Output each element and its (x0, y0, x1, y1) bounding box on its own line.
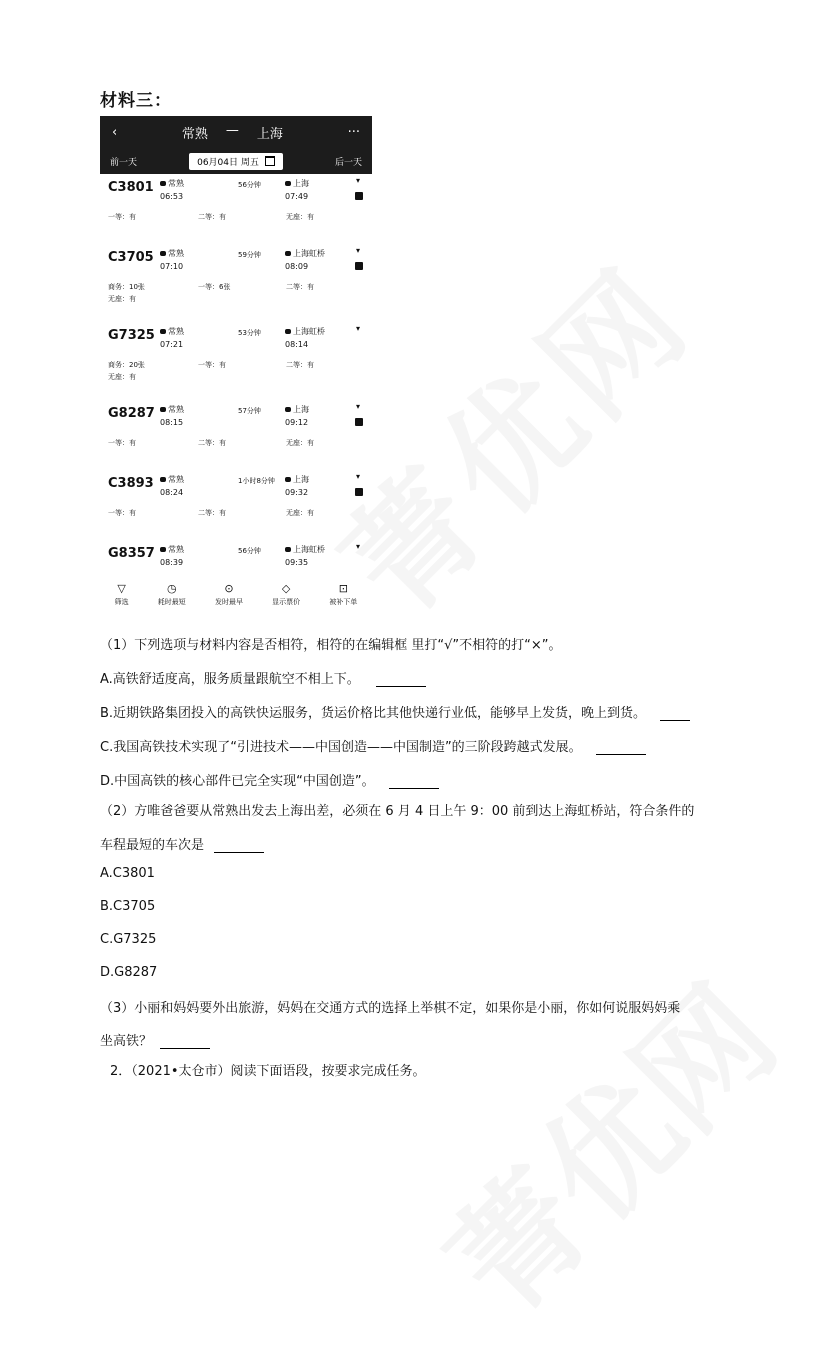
ticket-icon (355, 418, 363, 426)
nav-item[interactable] (215, 582, 243, 607)
nav-label: 发时最早 (214, 598, 243, 606)
question-1c (100, 736, 646, 755)
arrival (285, 326, 325, 349)
arrival-time: 08:09 (285, 262, 309, 271)
option-2d: D.G8287 (100, 965, 158, 980)
seat-info: 无座：有 (286, 439, 314, 447)
answer-blank-1c[interactable] (596, 740, 646, 755)
chevron-down-icon[interactable]: ▾ (356, 402, 361, 411)
train-row[interactable] (100, 322, 372, 400)
duration: 53分钟 (238, 329, 261, 337)
ticket-icon (355, 262, 363, 270)
train-list (100, 174, 372, 580)
seat-info: 二等：有 (198, 509, 226, 517)
option-2c: C.G7325 (100, 932, 157, 947)
nav-icon: ⊡ (338, 582, 348, 595)
departure-time: 06:53 (160, 192, 184, 201)
date-label: 06月04日 周五 (197, 157, 259, 168)
departure (160, 248, 184, 271)
nav-icon: ◇ (281, 582, 291, 595)
back-icon[interactable]: ‹ (112, 124, 118, 140)
departure-station: 常熟 (168, 405, 184, 414)
question-1b-text: B.近期铁路集团投入的高铁快运服务，货运价格比其他快递行业低，能够早上发货，晚上到货。 (100, 706, 647, 721)
train-row[interactable] (100, 400, 372, 470)
question-2-line1: （2）方唯爸爸要从常熟出发去上海出差，必须在 6 月 4 日上午 9：00 前到达上海虹桥站，符合条件的 (100, 804, 695, 819)
nav-label: 显示票价 (272, 598, 301, 606)
departure-station: 常熟 (168, 475, 184, 484)
question-1a (100, 668, 426, 687)
prev-day-button[interactable]: 前一天 (110, 157, 138, 168)
departure-time: 08:15 (160, 418, 184, 427)
departure (160, 326, 184, 349)
train-number: C3893 (108, 476, 154, 491)
arrival-station: 上海 (293, 475, 309, 484)
duration: 56分钟 (238, 547, 261, 555)
route-from: 常熟 (181, 126, 208, 142)
train-row[interactable] (100, 244, 372, 322)
departure (160, 404, 184, 427)
nav-icon: ◷ (166, 582, 177, 595)
chevron-down-icon[interactable]: ▾ (356, 472, 361, 481)
ticket-icon (355, 192, 363, 200)
seat-info: 无座：有 (286, 213, 314, 221)
nav-label: 耗时最短 (157, 598, 186, 606)
date-bar (100, 148, 372, 174)
route-title (182, 123, 283, 142)
seat-info: 一等：有 (108, 213, 136, 221)
nav-label: 筛选 (114, 598, 129, 606)
option-2b: B.C3705 (100, 899, 156, 914)
calendar-icon (265, 156, 275, 166)
question-3-line2 (100, 1030, 210, 1049)
departure-time: 08:24 (160, 488, 184, 497)
train-row[interactable] (100, 470, 372, 540)
departure-time: 08:39 (160, 558, 184, 567)
answer-blank-3[interactable] (160, 1034, 210, 1049)
question-1d-text: D.中国高铁的核心部件已完全实现“中国创造”。 (100, 774, 375, 789)
nav-icon: ▽ (117, 582, 126, 595)
seat-info: 一等：有 (108, 509, 136, 517)
station-icon (160, 329, 166, 334)
nav-item[interactable] (115, 582, 129, 607)
departure-station: 常熟 (168, 179, 184, 188)
departure-time: 07:21 (160, 340, 184, 349)
answer-blank-1b[interactable] (660, 706, 690, 721)
answer-blank-1d[interactable] (389, 774, 439, 789)
route-to: 上海 (256, 126, 283, 142)
seat-info: 商务：10张 (108, 283, 145, 291)
nav-label: 被补下单 (329, 598, 358, 606)
bottom-nav (100, 580, 372, 622)
station-icon (285, 407, 291, 412)
answer-blank-1a[interactable] (376, 672, 426, 687)
arrival-time: 09:32 (285, 488, 309, 497)
chevron-down-icon[interactable]: ▾ (356, 542, 361, 551)
nav-icon: ⊙ (224, 582, 234, 595)
chevron-down-icon[interactable]: ▾ (356, 176, 361, 185)
seat-info: 无座：有 (286, 509, 314, 517)
seat-info: 一等：有 (198, 361, 226, 369)
date-selector[interactable] (189, 153, 283, 170)
arrival-time: 09:35 (285, 558, 309, 567)
station-icon (160, 181, 166, 186)
seat-info: 无座：有 (108, 373, 136, 381)
arrival-station: 上海虹桥 (293, 327, 325, 336)
train-number: C3705 (108, 250, 154, 265)
train-row[interactable] (100, 174, 372, 244)
train-number: G7325 (108, 328, 155, 343)
seat-info: 一等：6张 (198, 283, 231, 291)
chevron-down-icon[interactable]: ▾ (356, 324, 361, 333)
question-1d (100, 770, 439, 789)
train-schedule-screenshot (100, 116, 372, 622)
departure-station: 常熟 (168, 327, 184, 336)
seat-info: 二等：有 (198, 439, 226, 447)
section-title: 材料三： (100, 91, 172, 111)
question-1b (100, 702, 690, 721)
duration: 59分钟 (238, 251, 261, 259)
departure (160, 178, 184, 201)
seat-info: 二等：有 (286, 283, 314, 291)
next-question: 2．（2021•太仓市）阅读下面语段，按要求完成任务。 (110, 1064, 426, 1079)
duration: 57分钟 (238, 407, 261, 415)
arrival (285, 248, 325, 271)
arrival-time: 07:49 (285, 192, 309, 201)
question-2-line2 (100, 834, 264, 853)
seat-info: 二等：有 (286, 361, 314, 369)
arrival (285, 404, 309, 427)
departure-time: 07:10 (160, 262, 184, 271)
station-icon (285, 181, 291, 186)
chevron-down-icon[interactable]: ▾ (356, 246, 361, 255)
arrival-station: 上海虹桥 (293, 249, 325, 258)
question-3-line2-text: 坐高铁？ (100, 1034, 153, 1049)
question-3-line1: （3）小丽和妈妈要外出旅游，妈妈在交通方式的选择上举棋不定，如果你是小丽，你如何说服妈妈乘 (100, 1001, 681, 1016)
duration: 56分钟 (238, 181, 261, 189)
departure (160, 544, 184, 567)
ticket-icon (355, 488, 363, 496)
route-separator: — (225, 122, 239, 138)
train-number: G8287 (108, 406, 155, 421)
question-1a-text: A.高铁舒适度高，服务质量跟航空不相上下。 (100, 672, 360, 687)
arrival (285, 474, 309, 497)
station-icon (160, 251, 166, 256)
arrival-time: 08:14 (285, 340, 309, 349)
station-icon (285, 547, 291, 552)
train-row[interactable] (100, 540, 372, 580)
arrival-station: 上海虹桥 (293, 545, 325, 554)
next-day-button[interactable]: 后一天 (334, 157, 362, 168)
station-icon (160, 407, 166, 412)
nav-item[interactable] (158, 582, 186, 607)
seat-info: 无座：有 (108, 295, 136, 303)
nav-item[interactable] (329, 582, 357, 607)
arrival-station: 上海 (293, 405, 309, 414)
question-2-line2-text: 车程最短的车次是 (100, 838, 205, 853)
seat-info: 商务：20张 (108, 361, 145, 369)
arrival-time: 09:12 (285, 418, 309, 427)
option-2a: A.C3801 (100, 866, 155, 881)
seat-info: 一等：有 (108, 439, 136, 447)
nav-item[interactable] (272, 582, 300, 607)
departure (160, 474, 184, 497)
duration: 1小时8分钟 (238, 477, 275, 485)
answer-blank-2[interactable] (214, 838, 264, 853)
more-icon[interactable]: ··· (347, 124, 360, 140)
station-icon (285, 329, 291, 334)
arrival (285, 178, 309, 201)
question-1c-text: C.我国高铁技术实现了“引进技术——中国创造——中国制造”的三阶段跨越式发展。 (100, 740, 582, 755)
departure-station: 常熟 (168, 249, 184, 258)
station-icon (285, 477, 291, 482)
train-number: G8357 (108, 546, 155, 561)
arrival (285, 544, 325, 567)
phone-header (100, 116, 372, 148)
station-icon (160, 477, 166, 482)
seat-info: 二等：有 (198, 213, 226, 221)
departure-station: 常熟 (168, 545, 184, 554)
station-icon (160, 547, 166, 552)
question-1: （1）下列选项与材料内容是否相符，相符的在编辑框 里打“√”不相符的打“×”。 (100, 638, 562, 653)
station-icon (285, 251, 291, 256)
train-number: C3801 (108, 180, 154, 195)
arrival-station: 上海 (293, 179, 309, 188)
